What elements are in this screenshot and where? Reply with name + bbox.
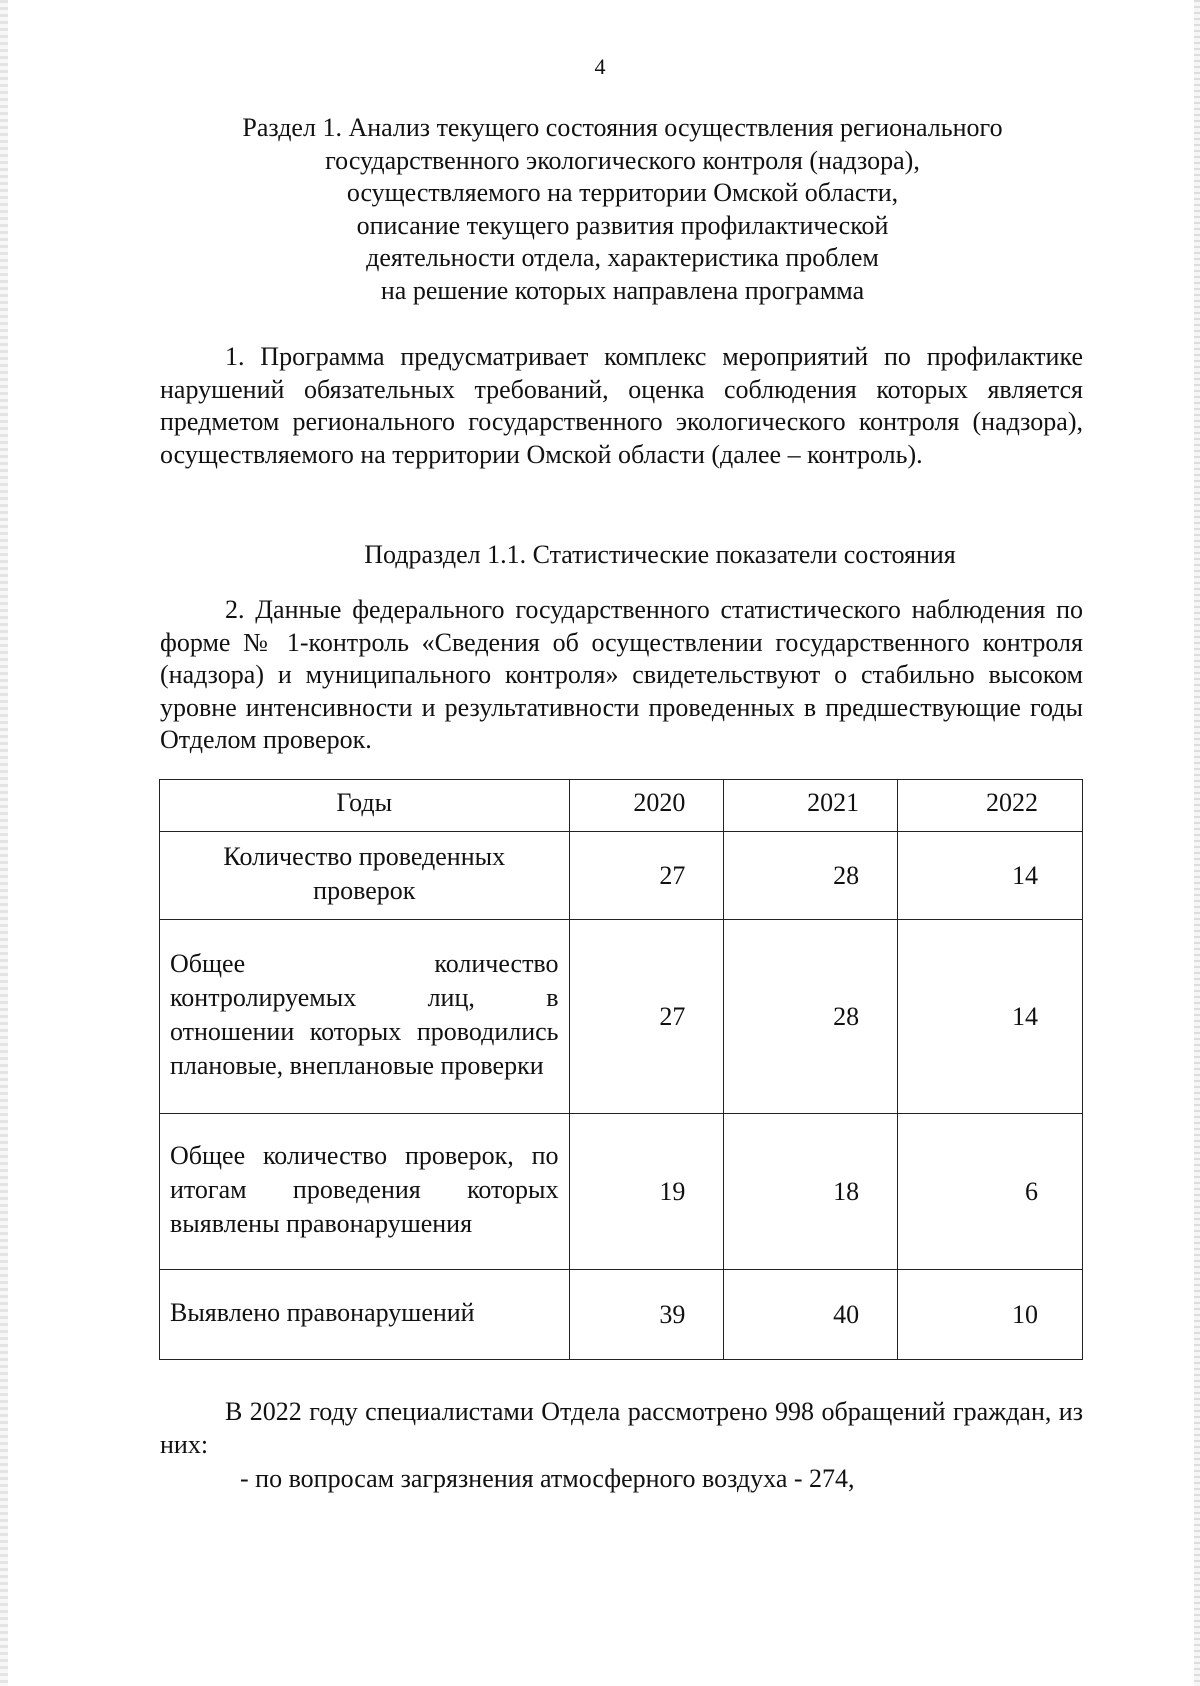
table-cell: 28 [724,832,898,920]
section-heading-line: на решение которых направлена программа [380,275,865,305]
section-heading [150,112,1095,307]
table-header-year: 2020 [569,780,724,832]
table-row-label: Выявлено правонарушений [160,1270,570,1360]
table-cell: 27 [569,832,724,920]
table-row-label: Количество проведенных проверок [160,832,570,920]
table-cell: 19 [569,1114,724,1270]
table-cell: 27 [569,920,724,1114]
section-heading-line: описание текущего развития профилактической [356,210,889,240]
page-number: 4 [594,54,606,79]
scan-edge-left [0,0,8,1686]
table-cell: 10 [898,1270,1083,1360]
table-row-label: Общее количество проверок, по итогам проведения которых выявлены правонарушения [160,1114,570,1270]
paragraph-4: - по вопросам загрязнения атмосферного воздуха - 274, [240,1464,855,1493]
table-row [160,832,1083,920]
table-cell: 6 [898,1114,1083,1270]
paragraph-3: В 2022 году специалистами Отдела рассмотрено 998 обращений граждан, из них: [160,1397,1083,1459]
table-cell: 39 [569,1270,724,1360]
section-heading-line: Раздел 1. Анализ текущего состояния осуществления регионального [242,113,1003,142]
table-row [160,1270,1083,1360]
table-row-label: Общее количество контролируемых лиц, в отношении которых проводились плановые, внеплановые проверки [160,920,570,1114]
table-header-years: Годы [160,780,570,832]
section-heading-line: деятельности отдела, характеристика проблем [366,243,879,272]
section-heading-line: государственного экологического контроля (надзора), [325,145,920,175]
table-header-year: 2022 [898,780,1083,832]
paragraph-2: 2. Данные федерального государственного статистического наблюдения по форме № 1-контроль «Сведения об осуществлении государственного контроля (надзора) и муниципального контроля» свидетельствуют о стабильно высоком уровне интенсивности и результативности проведенных в предшествующие годы Отделом проверок. [160,595,1083,754]
scan-edge-right [1194,0,1200,1686]
table-cell: 40 [724,1270,898,1360]
section-heading-line: осуществляемого на территории Омской области, [346,178,899,207]
table-cell: 14 [898,920,1083,1114]
subsection-heading: Подраздел 1.1. Статистические показатели состояния [364,540,956,569]
table-header-year: 2021 [724,780,898,832]
table-row [160,1114,1083,1270]
table-cell: 28 [724,920,898,1114]
table-cell: 14 [898,832,1083,920]
paragraph-1: 1. Программа предусматривает комплекс мероприятий по профилактике нарушений обязательных требований, оценка соблюдения которых является предметом регионального государственного экологического контроля (надзора), осуществляемого на территории Омской области (далее – контроль). [160,342,1083,469]
table-header-row [160,780,1083,832]
table-row [160,920,1083,1114]
statistics-table [159,779,1083,1360]
table-cell: 18 [724,1114,898,1270]
